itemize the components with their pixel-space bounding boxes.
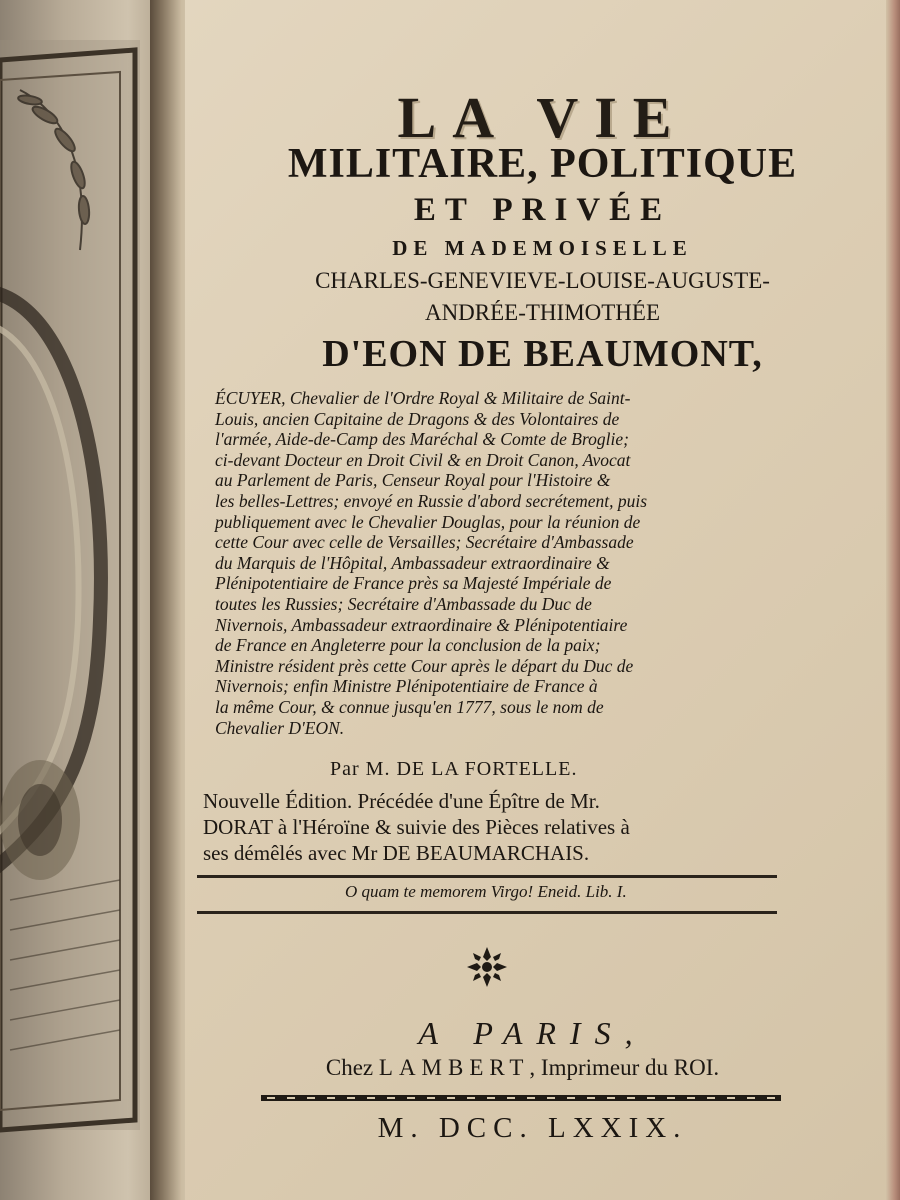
body-line: au Parlement de Paris, Censeur Royal pour l'Histoire & xyxy=(215,470,611,491)
body-line: ÉCUYER, Chevalier de l'Ordre Royal & Militaire de Saint- xyxy=(215,388,631,408)
printer-suffix: , Imprimeur du ROI. xyxy=(529,1055,720,1080)
body-line: cette Cour avec celle de Versailles; Secrétaire d'Ambassade xyxy=(215,532,634,553)
titles-paragraph xyxy=(215,388,775,738)
place-of-publication: A PARIS, xyxy=(418,1015,647,1051)
body-line: les belles-Lettres; envoyé en Russie d'abord secrétement, puis xyxy=(215,490,648,511)
edition-line: ses démêlés avec Mr DE BEAUMARCHAIS. xyxy=(203,841,590,865)
body-line: toutes les Russies; Secrétaire d'Ambassade du Duc de xyxy=(215,593,592,614)
body-line: ci-devant Docteur en Droit Civil & en Droit Canon, Avocat xyxy=(215,449,631,470)
author-line: Par M. DE LA FORTELLE. xyxy=(330,758,578,780)
body-line: Ministre résident près cette Cour après le départ du Duc de xyxy=(215,655,634,676)
body-line: du Marquis de l'Hôpital, Ambassadeur extraordinaire & xyxy=(215,552,610,573)
rule-bottom xyxy=(197,911,777,914)
publication-date: M. DCC. LXXIX. xyxy=(377,1112,688,1144)
body-line: Nivernois; enfin Ministre Plénipotentiaire de France à xyxy=(215,676,598,697)
body-line: Plénipotentiaire de France près sa Majesté Impériale de xyxy=(215,573,612,594)
body-line: de France en Angleterre pour la conclusion de la paix; xyxy=(215,635,601,656)
body-line: la même Cour, & connue jusqu'en 1777, sous le nom de xyxy=(215,696,604,717)
fleuron-icon xyxy=(465,945,509,989)
body-line: Chevalier D'EON. xyxy=(215,717,345,738)
title-line-1: LA VIE xyxy=(397,85,688,150)
printer-prefix: Chez xyxy=(325,1055,379,1080)
edition-note xyxy=(203,788,630,866)
epigraph: O quam te memorem Virgo! Eneid. Lib. I. xyxy=(345,882,627,901)
body-line: publiquement avec le Chevalier Douglas, pour la réunion de xyxy=(215,511,641,532)
frontispiece-engraving xyxy=(0,0,160,1200)
title-line-2: MILITAIRE, POLITIQUE xyxy=(287,141,798,187)
subject-name-line-1: CHARLES-GENEVIEVE-LOUISE-AUGUSTE- xyxy=(315,268,770,293)
title-line-4: DE MADEMOISELLE xyxy=(392,236,693,260)
edition-line: DORAT à l'Héroïne & suivie des Pièces relatives à xyxy=(203,815,630,839)
engraving-illustration xyxy=(0,0,160,1200)
rule-top xyxy=(197,875,777,878)
printer-name: LAMBERT xyxy=(378,1055,530,1080)
body-line: Nivernois, Ambassadeur extraordinaire & Plénipotentiaire xyxy=(215,614,628,635)
title-page xyxy=(185,0,900,1200)
ornamental-rule xyxy=(261,1090,781,1106)
subject-name-line-2: ANDRÉE-THIMOTHÉE xyxy=(424,300,661,325)
body-line: l'armée, Aide-de-Camp des Maréchal & Comte de Broglie; xyxy=(215,429,629,450)
edition-line: Nouvelle Édition. Précédée d'une Épître de Mr. xyxy=(203,789,600,813)
title-line-3: ET PRIVÉE xyxy=(413,192,672,228)
subject-surname: D'EON DE BEAUMONT, xyxy=(322,333,763,375)
body-line: Louis, ancien Capitaine de Dragons & des Volontaires de xyxy=(215,408,620,429)
printer-line xyxy=(165,1055,880,1081)
